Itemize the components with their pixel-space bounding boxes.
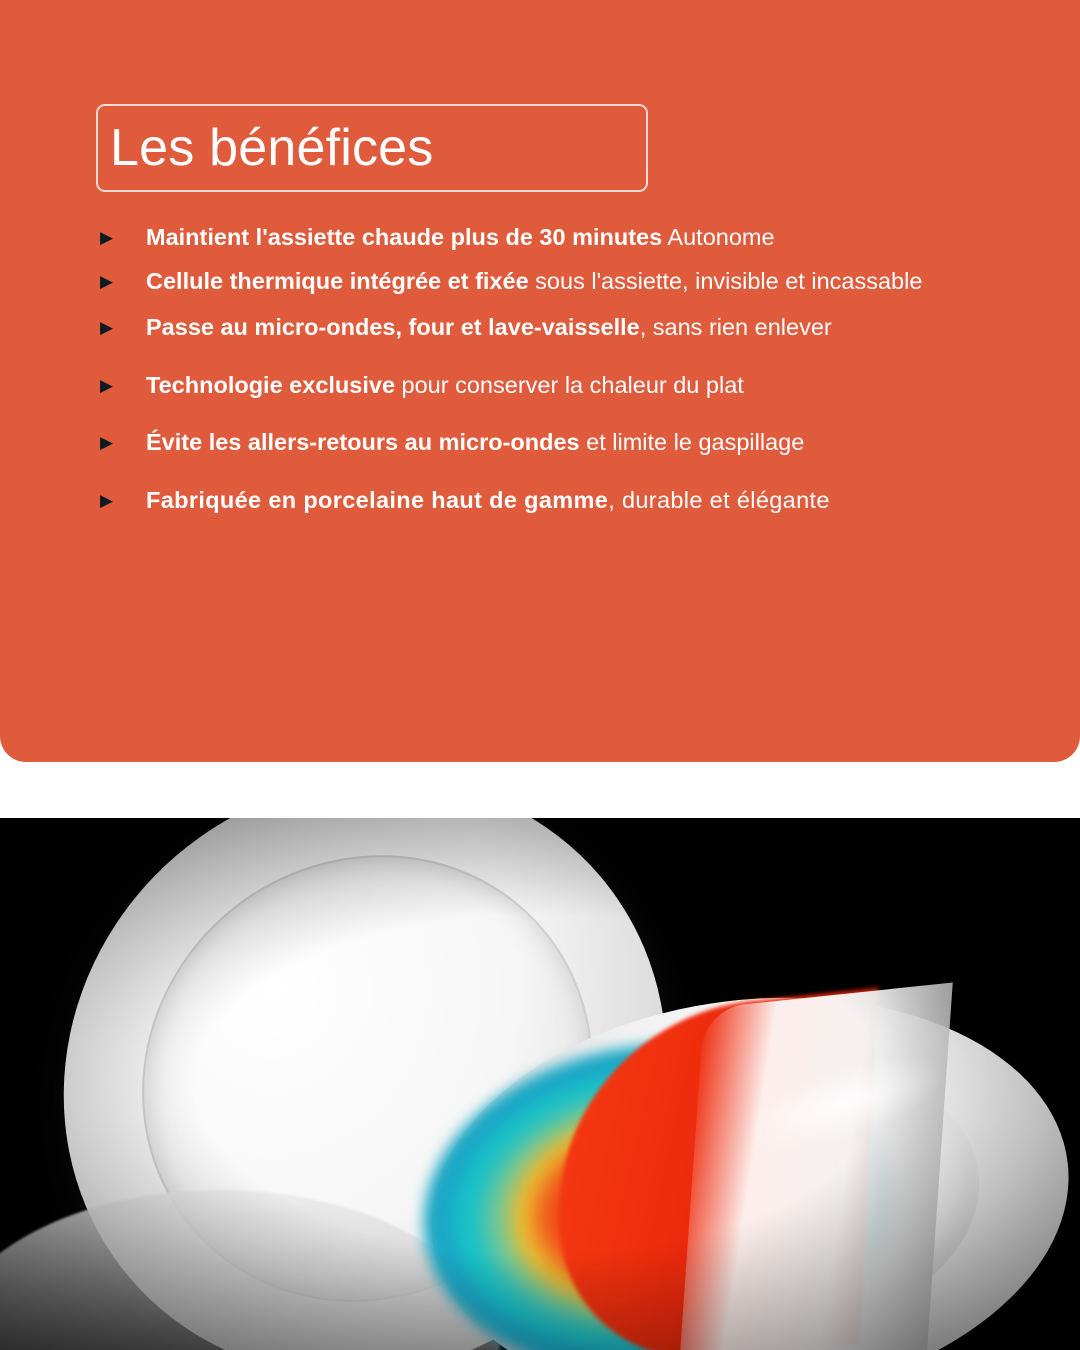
page-title: Les bénéfices	[110, 119, 434, 177]
triangle-right-bullet-icon: ▶	[100, 375, 114, 395]
benefit-text	[146, 266, 1050, 298]
benefit-strong: Technologie exclusive	[146, 371, 396, 398]
benefit-strong: Maintient l'assiette chaude plus de 30 minutes	[146, 224, 663, 250]
plate-rim-slice	[677, 982, 953, 1350]
triangle-right-bullet-icon: ▶	[100, 228, 114, 247]
benefit-rest: , sans rien enlever	[639, 313, 832, 340]
list-item	[100, 485, 1050, 517]
list-item	[100, 427, 1050, 459]
list-item	[100, 222, 1050, 254]
benefit-text	[146, 370, 1050, 402]
triangle-right-bullet-icon: ▶	[100, 317, 114, 337]
list-item	[100, 312, 1050, 344]
benefit-text	[146, 427, 1050, 459]
benefit-text	[146, 312, 1050, 344]
benefit-rest: , durable et élégante	[608, 486, 830, 513]
page-title-box	[96, 104, 648, 192]
triangle-right-bullet-icon: ▶	[100, 271, 114, 291]
benefits-list	[100, 222, 1050, 517]
product-photo-thermal-plate	[0, 818, 1080, 1350]
benefit-rest: sous l'assiette, invisible et incassable	[528, 267, 923, 294]
benefit-strong: Cellule thermique intégrée et fixée	[146, 267, 529, 294]
benefit-text	[146, 222, 1050, 254]
list-item	[100, 370, 1050, 402]
benefit-text	[146, 485, 1050, 517]
list-item	[100, 266, 1050, 298]
triangle-right-bullet-icon: ▶	[100, 490, 114, 510]
benefit-rest: et limite le gaspillage	[579, 428, 805, 455]
benefit-strong: Évite les allers-retours au micro-ondes	[146, 428, 580, 455]
benefit-strong: Passe au micro-ondes, four et lave-vaisselle	[146, 313, 640, 340]
benefit-rest: pour conserver la chaleur du plat	[395, 371, 744, 398]
benefit-strong: Fabriquée en porcelaine haut de gamme	[146, 486, 609, 513]
triangle-right-bullet-icon: ▶	[100, 432, 114, 452]
benefit-rest: Autonome	[662, 224, 775, 250]
